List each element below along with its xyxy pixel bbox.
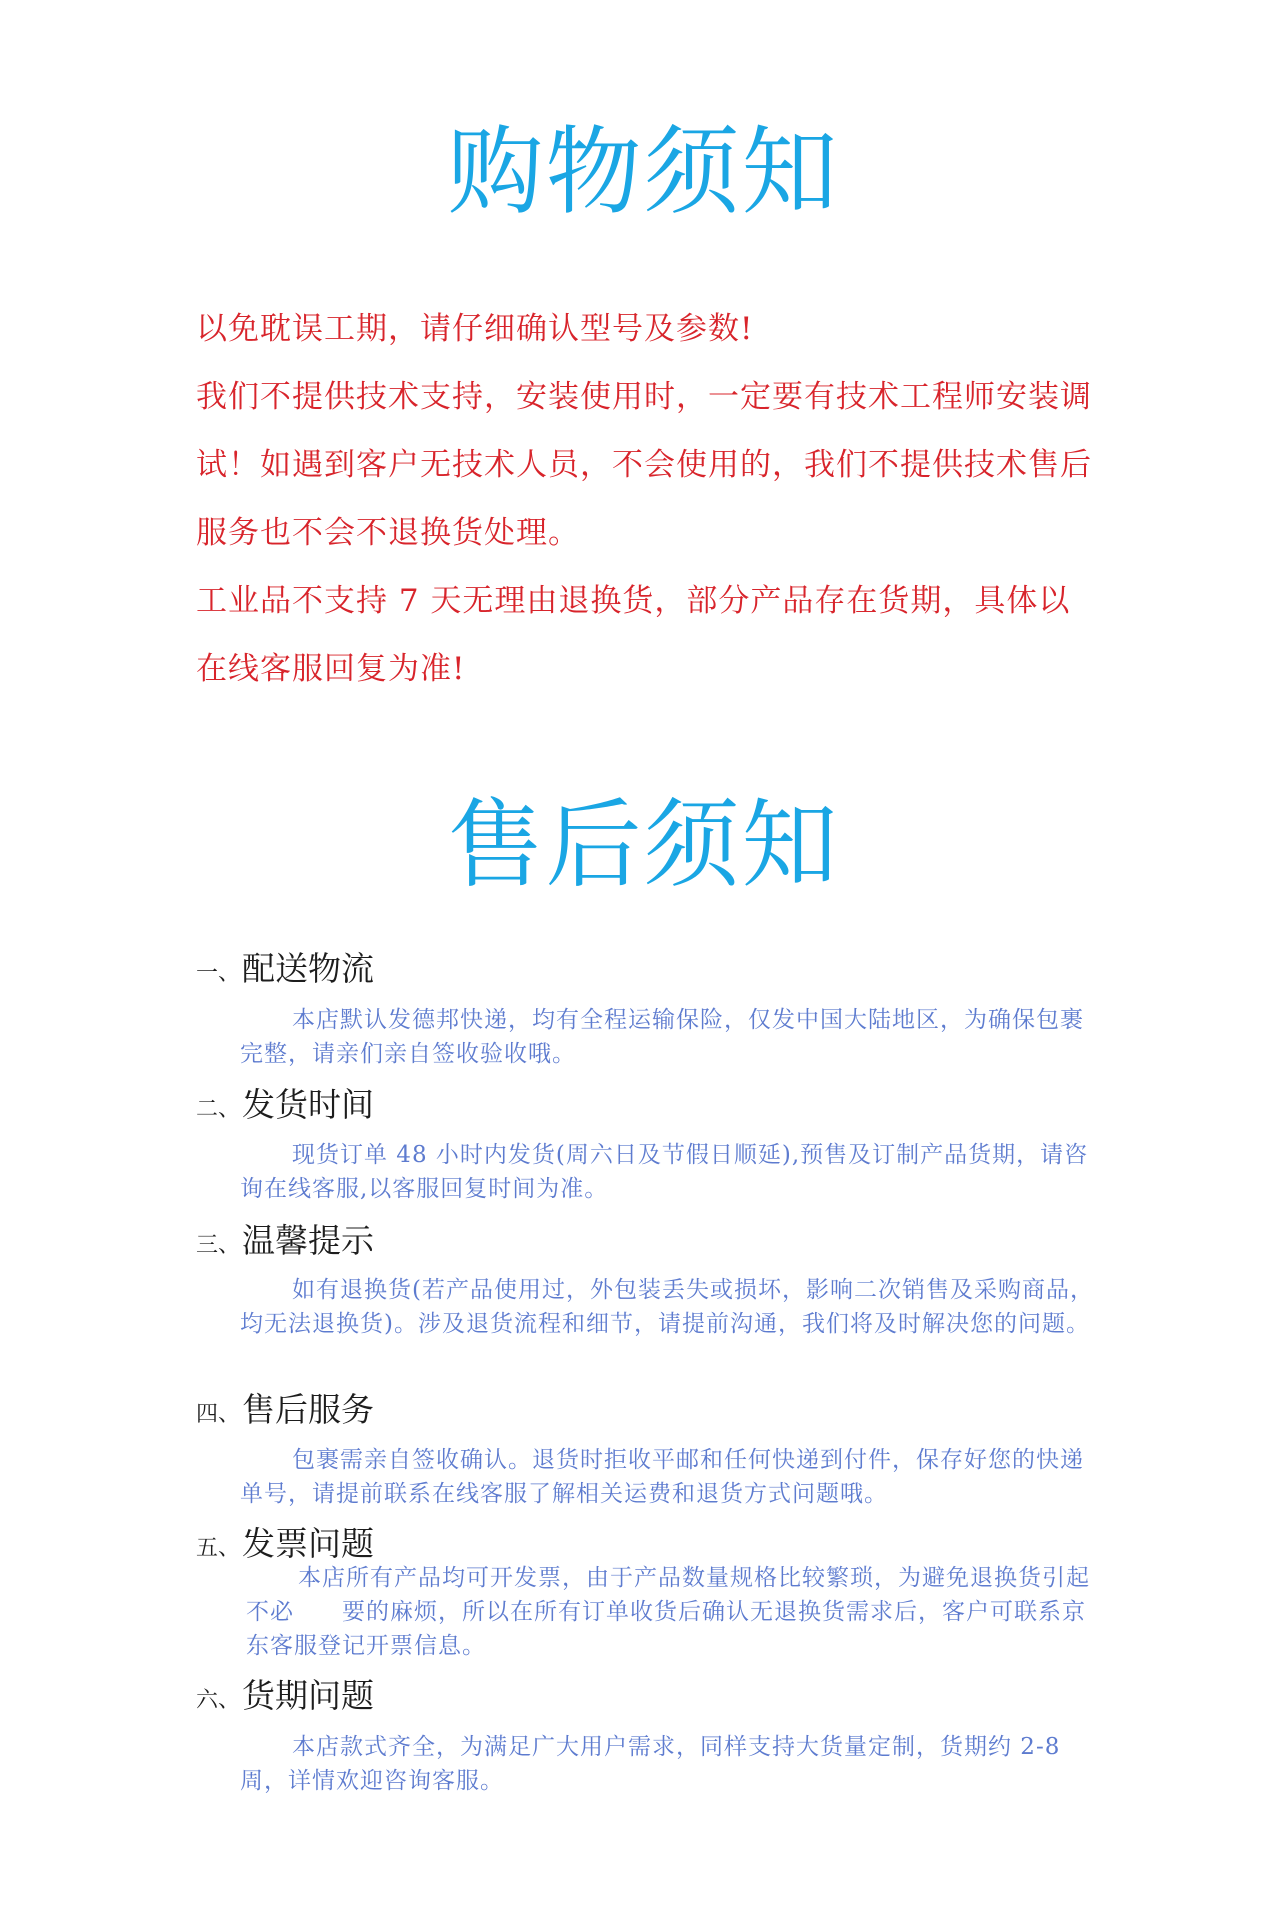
section-heading-text: 发货时间	[242, 1085, 375, 1124]
section-body-text: 包裹需亲自签收确认。退货时拒收平邮和任何快递到付件，保存好您的快递单号，请提前联系在线客服了解相关运费和退货方式问题哦。	[240, 1447, 1084, 1507]
section-body-text: 本店所有产品均可开发票，由于产品数量规格比较繁琐，为避免退换货引起不必 要的麻烦，所以在所有订单收货后确认无退换货需求后，客户可联系京东客服登记开票信息。	[246, 1565, 1090, 1659]
aftersale-notice-title: 售后须知	[447, 789, 840, 901]
section-heading-text: 货期问题	[242, 1676, 375, 1715]
section-number: 六、	[196, 1688, 241, 1713]
section-heading-tips	[196, 1221, 374, 1266]
section-body-text: 现货订单 48 小时内发货(周六日及节假日顺延),预售及订制产品货期，请咨询在线客服,以客服回复时间为准。	[240, 1142, 1089, 1202]
section-body-shipping-time	[240, 1138, 1100, 1206]
notice-paragraph-1: 以免耽误工期，请仔细确认型号及参数!	[196, 311, 754, 347]
section-heading-text: 温馨提示	[242, 1221, 375, 1260]
section-body-lead-time	[240, 1730, 1100, 1798]
section-heading-delivery	[196, 949, 374, 994]
section-number: 四、	[196, 1402, 241, 1427]
section-heading-text: 发票问题	[242, 1524, 375, 1563]
section-number: 一、	[196, 961, 241, 986]
notice-paragraph-2: 我们不提供技术支持，安装使用时，一定要有技术工程师安装调试！如遇到客户无技术人员，不会使用的，我们不提供技术售后服务也不会不退换货处理。	[196, 379, 1092, 551]
section-body-text: 如有退换货(若产品使用过，外包装丢失或损坏，影响二次销售及采购商品，均无法退换货)。涉及退货流程和细节，请提前沟通，我们将及时解决您的问题。	[240, 1277, 1094, 1337]
section-heading-lead-time	[196, 1676, 374, 1721]
section-number: 二、	[196, 1097, 241, 1122]
section-heading-text: 配送物流	[242, 949, 375, 988]
section-heading-shipping-time	[196, 1085, 374, 1130]
shopping-notice-title: 购物须知	[447, 116, 840, 228]
section-body-text: 本店默认发德邦快递，均有全程运输保险，仅发中国大陆地区，为确保包裹完整，请亲们亲自签收验收哦。	[240, 1007, 1084, 1067]
section-number: 五、	[196, 1536, 241, 1561]
section-body-invoice	[246, 1561, 1106, 1663]
section-heading-aftersale-service	[196, 1390, 374, 1435]
section-heading-text: 售后服务	[242, 1390, 375, 1429]
section-body-delivery	[240, 1003, 1100, 1071]
notice-paragraph-3: 工业品不支持 7 天无理由退换货，部分产品存在货期，具体以在线客服回复为准!	[196, 583, 1071, 687]
section-body-aftersale-service	[240, 1443, 1100, 1511]
section-body-text: 本店款式齐全，为满足广大用户需求，同样支持大货量定制，货期约 2-8 周，详情欢迎咨询客服。	[240, 1734, 1061, 1794]
section-body-tips	[240, 1273, 1100, 1341]
section-number: 三、	[196, 1233, 241, 1258]
